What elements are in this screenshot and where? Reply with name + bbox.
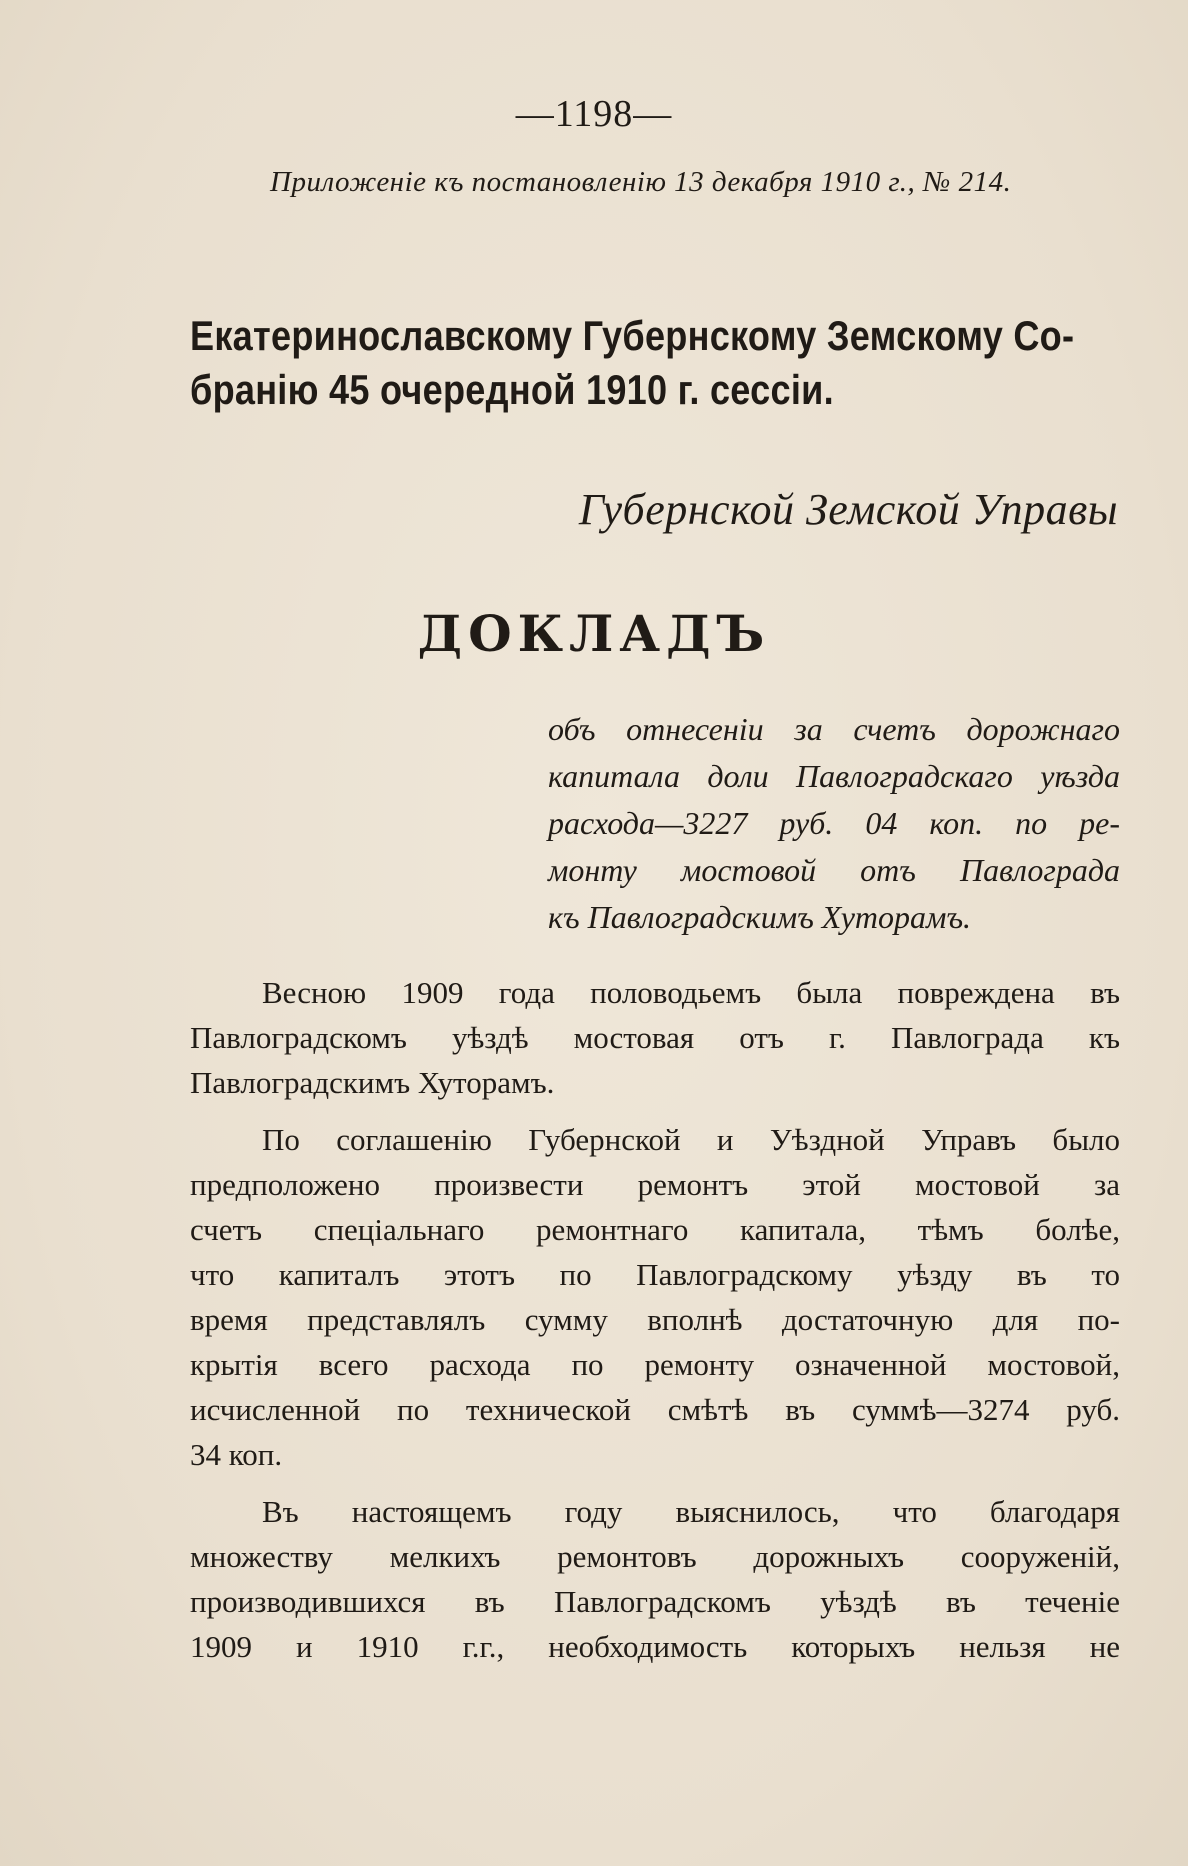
- text-line: По соглашенію Губернской и Уѣздной Управъ было: [262, 1122, 1120, 1157]
- report-subject: [548, 706, 1120, 941]
- text-line: исчисленной по технической смѣтѣ въ суммѣ—3274 руб.: [190, 1392, 1120, 1427]
- subject-line: къ Павлоградскимъ Хуторамъ.: [548, 899, 972, 935]
- text-line: Весною 1909 года половодьемъ была повреждена въ: [262, 975, 1120, 1010]
- authority-name: Губернской Земской Управы: [578, 485, 1118, 534]
- text-line: счетъ спеціальнаго ремонтнаго капитала, тѣмъ болѣе,: [190, 1212, 1120, 1247]
- heading-line-1: Екатеринославскому Губернскому Земскому Со-: [190, 312, 1075, 359]
- text-line: 34 коп.: [190, 1437, 283, 1472]
- subject-line: монту мостовой отъ Павлограда: [548, 852, 1120, 888]
- text-line: что капиталъ этотъ по Павлоградскому уѣзду въ то: [190, 1257, 1120, 1292]
- document-title: ДОКЛАДЪ: [417, 604, 771, 663]
- heading-line-2: бранію 45 очередной 1910 г. сессіи.: [190, 366, 834, 413]
- text-line: 1909 и 1910 г.г., необходимость которыхъ нельзя не: [190, 1629, 1120, 1664]
- text-line: крытія всего расхода по ремонту означенной мостовой,: [190, 1347, 1120, 1382]
- text-line: Павлоградскимъ Хуторамъ.: [190, 1065, 555, 1100]
- page-number: —1198—: [515, 93, 673, 135]
- text-line: Павлоградскомъ уѣздѣ мостовая отъ г. Павлограда къ: [190, 1020, 1120, 1055]
- text-line: производившихся въ Павлоградскомъ уѣздѣ въ теченіе: [190, 1584, 1120, 1619]
- text-line: предположено произвести ремонтъ этой мостовой за: [190, 1167, 1120, 1202]
- body-text: [190, 970, 1120, 1669]
- text-line: Въ настоящемъ году выяснилось, что благодаря: [262, 1494, 1120, 1529]
- subject-line: капитала доли Павлоградскаго уѣзда: [548, 758, 1120, 794]
- paragraph: [190, 1117, 1120, 1477]
- text-line: время представлялъ сумму вполнѣ достаточную для по-: [190, 1302, 1120, 1337]
- paragraph: [190, 1489, 1120, 1669]
- text-line: множеству мелкихъ ремонтовъ дорожныхъ сооруженій,: [190, 1539, 1120, 1574]
- paragraph: [190, 970, 1120, 1105]
- appendix-note: Приложеніе къ постановленію 13 декабря 1910 г., № 214.: [270, 166, 1012, 198]
- subject-line: объ отнесеніи за счетъ дорожнаго: [548, 711, 1120, 747]
- subject-line: расхода—3227 руб. 04 коп. по ре-: [548, 805, 1120, 841]
